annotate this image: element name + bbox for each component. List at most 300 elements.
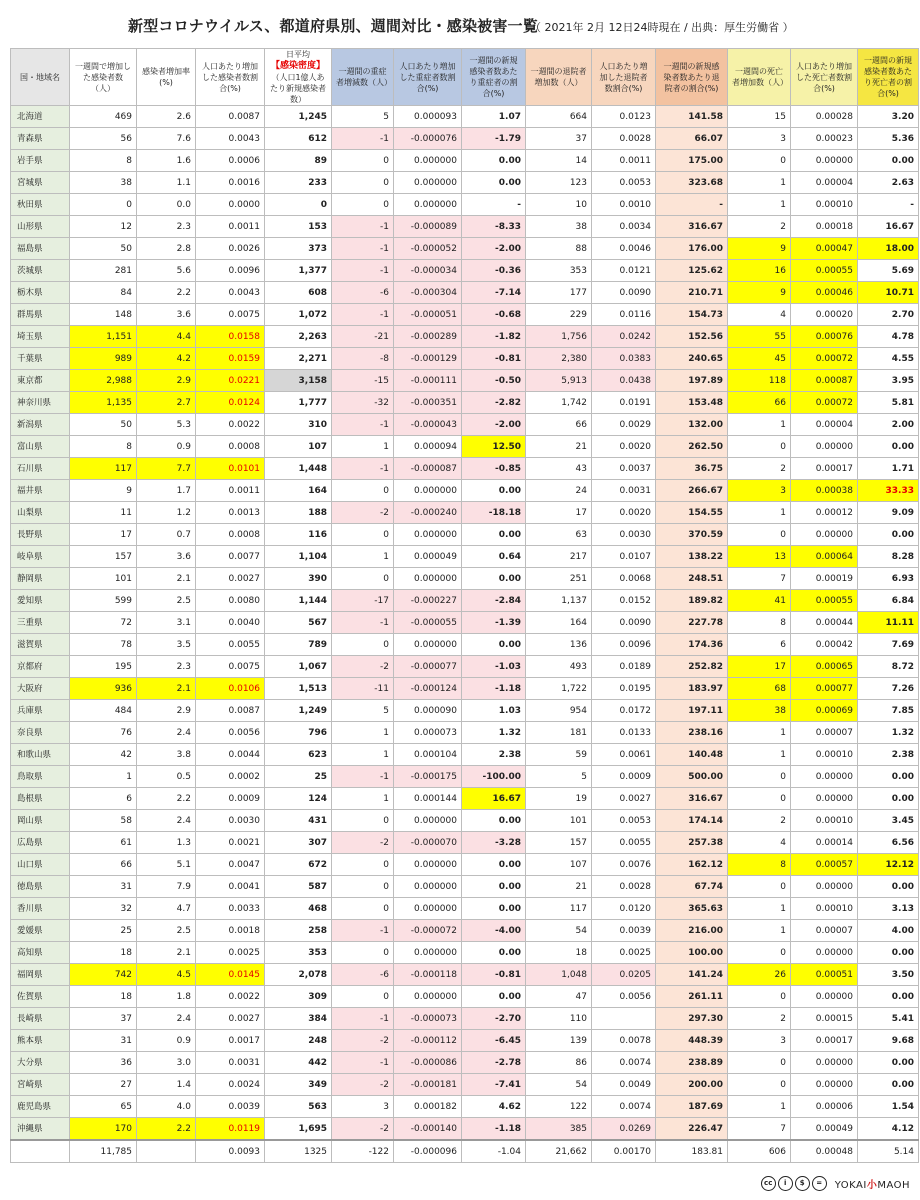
region-name-cell: 愛知県 — [11, 590, 70, 612]
daily-average-cell: 1,513 — [265, 678, 332, 700]
header-daily-average — [265, 49, 332, 106]
case-growth-cell: 1.7 — [137, 480, 196, 502]
severe-change-cell: -1 — [332, 238, 394, 260]
region-name-cell: 福岡県 — [11, 964, 70, 986]
discharged-cell: 54 — [526, 920, 592, 942]
discharged-cell: 177 — [526, 282, 592, 304]
discharged-per-pop-cell — [592, 1008, 656, 1030]
daily-average-cell: 373 — [265, 238, 332, 260]
discharged-cell: 136 — [526, 634, 592, 656]
daily-average-cell: 623 — [265, 744, 332, 766]
case-growth-cell: 3.8 — [137, 744, 196, 766]
table-row — [11, 766, 919, 788]
death-ratio-cell: 1.32 — [858, 722, 919, 744]
discharged-cell: 1,137 — [526, 590, 592, 612]
weekly-cases-cell: 1 — [70, 766, 137, 788]
weekly-cases-cell: 58 — [70, 810, 137, 832]
cases-per-pop-cell: 0.0018 — [196, 920, 265, 942]
severe-change-cell: -2 — [332, 1074, 394, 1096]
severe-per-pop-cell: 0.000000 — [394, 524, 462, 546]
discharged-ratio-cell: 266.67 — [656, 480, 728, 502]
region-name-cell: 和歌山県 — [11, 744, 70, 766]
cases-per-pop-cell: 0.0031 — [196, 1052, 265, 1074]
discharged-ratio-cell: 66.07 — [656, 128, 728, 150]
discharged-cell: 1,742 — [526, 392, 592, 414]
discharged-per-pop-cell: 0.0028 — [592, 128, 656, 150]
case-growth-cell: 2.5 — [137, 920, 196, 942]
severe-ratio-cell: 0.00 — [462, 480, 526, 502]
severe-change-cell: -1 — [332, 1052, 394, 1074]
severe-per-pop-cell: 0.000000 — [394, 172, 462, 194]
deaths-per-pop-cell: 0.00047 — [791, 238, 858, 260]
discharged-cell: 251 — [526, 568, 592, 590]
table-row — [11, 348, 919, 370]
cases-per-pop-cell: 0.0041 — [196, 876, 265, 898]
discharged-per-pop-cell: 0.0120 — [592, 898, 656, 920]
region-name-cell: 福島県 — [11, 238, 70, 260]
discharged-cell: 38 — [526, 216, 592, 238]
severe-per-pop-cell: 0.000000 — [394, 150, 462, 172]
cases-per-pop-cell: 0.0075 — [196, 304, 265, 326]
severe-per-pop-cell: 0.000000 — [394, 810, 462, 832]
daily-average-cell: 309 — [265, 986, 332, 1008]
table-row — [11, 414, 919, 436]
cases-per-pop-cell: 0.0011 — [196, 480, 265, 502]
weekly-cases-cell: 36 — [70, 1052, 137, 1074]
severe-change-cell: 0 — [332, 634, 394, 656]
deaths-per-pop-cell: 0.00010 — [791, 898, 858, 920]
discharged-cell: 1,048 — [526, 964, 592, 986]
discharged-per-pop-cell: 0.0009 — [592, 766, 656, 788]
discharged-ratio-cell: 316.67 — [656, 216, 728, 238]
severe-per-pop-cell: -0.000073 — [394, 1008, 462, 1030]
discharged-cell: 229 — [526, 304, 592, 326]
severe-change-cell: 0 — [332, 480, 394, 502]
deaths-per-pop-cell: 0.00012 — [791, 502, 858, 524]
weekly-cases-cell: 8 — [70, 150, 137, 172]
total-death-ratio-cell: 5.14 — [858, 1140, 919, 1163]
discharged-per-pop-cell: 0.0074 — [592, 1052, 656, 1074]
weekly-cases-cell: 50 — [70, 238, 137, 260]
daily-average-cell: 431 — [265, 810, 332, 832]
discharged-per-pop-cell: 0.0049 — [592, 1074, 656, 1096]
table-row — [11, 524, 919, 546]
deaths-cell: 1 — [728, 172, 791, 194]
case-growth-cell: 2.2 — [137, 788, 196, 810]
deaths-per-pop-cell: 0.00087 — [791, 370, 858, 392]
discharged-cell: 110 — [526, 1008, 592, 1030]
discharged-per-pop-cell: 0.0172 — [592, 700, 656, 722]
discharged-ratio-cell: 162.12 — [656, 854, 728, 876]
severe-per-pop-cell: -0.000089 — [394, 216, 462, 238]
table-row — [11, 832, 919, 854]
case-growth-cell: 7.7 — [137, 458, 196, 480]
discharged-per-pop-cell: 0.0056 — [592, 986, 656, 1008]
deaths-per-pop-cell: 0.00000 — [791, 524, 858, 546]
title-row — [0, 0, 920, 46]
case-growth-cell: 5.1 — [137, 854, 196, 876]
weekly-cases-cell: 599 — [70, 590, 137, 612]
weekly-cases-cell: 17 — [70, 524, 137, 546]
deaths-per-pop-cell: 0.00000 — [791, 150, 858, 172]
severe-ratio-cell: -2.78 — [462, 1052, 526, 1074]
table-row — [11, 1008, 919, 1030]
severe-change-cell: 5 — [332, 700, 394, 722]
discharged-ratio-cell: 174.36 — [656, 634, 728, 656]
death-ratio-cell: 4.00 — [858, 920, 919, 942]
cases-per-pop-cell: 0.0101 — [196, 458, 265, 480]
discharged-cell: 664 — [526, 106, 592, 128]
table-row — [11, 612, 919, 634]
severe-per-pop-cell: -0.000118 — [394, 964, 462, 986]
deaths-cell: 15 — [728, 106, 791, 128]
discharged-per-pop-cell: 0.0121 — [592, 260, 656, 282]
deaths-cell: 4 — [728, 304, 791, 326]
deaths-cell: 26 — [728, 964, 791, 986]
daily-average-cell: 1,448 — [265, 458, 332, 480]
weekly-cases-cell: 742 — [70, 964, 137, 986]
death-ratio-cell: 16.67 — [858, 216, 919, 238]
deaths-cell: 3 — [728, 480, 791, 502]
deaths-cell: 45 — [728, 348, 791, 370]
discharged-per-pop-cell: 0.0029 — [592, 414, 656, 436]
discharged-cell: 47 — [526, 986, 592, 1008]
cases-per-pop-cell: 0.0040 — [196, 612, 265, 634]
totals-row — [11, 1140, 919, 1163]
discharged-cell: 353 — [526, 260, 592, 282]
discharged-cell: 493 — [526, 656, 592, 678]
discharged-per-pop-cell: 0.0242 — [592, 326, 656, 348]
cases-per-pop-cell: 0.0017 — [196, 1030, 265, 1052]
deaths-cell: 66 — [728, 392, 791, 414]
region-name-cell: 群馬県 — [11, 304, 70, 326]
discharged-per-pop-cell: 0.0133 — [592, 722, 656, 744]
severe-change-cell: -6 — [332, 964, 394, 986]
discharged-per-pop-cell: 0.0078 — [592, 1030, 656, 1052]
date-source: （ 2021年 2月 12日24時現在 / 出典：厚生労働省 ） — [530, 21, 794, 34]
weekly-cases-cell: 2,988 — [70, 370, 137, 392]
deaths-cell: 8 — [728, 854, 791, 876]
case-growth-cell: 1.1 — [137, 172, 196, 194]
discharged-per-pop-cell: 0.0090 — [592, 612, 656, 634]
deaths-per-pop-cell: 0.00010 — [791, 744, 858, 766]
case-growth-cell: 2.1 — [137, 678, 196, 700]
case-growth-cell: 5.3 — [137, 414, 196, 436]
total-cases-per-pop-cell: 0.0093 — [196, 1140, 265, 1163]
deaths-cell: 55 — [728, 326, 791, 348]
discharged-cell: 59 — [526, 744, 592, 766]
discharged-ratio-cell: 238.16 — [656, 722, 728, 744]
severe-change-cell: -1 — [332, 1008, 394, 1030]
weekly-cases-cell: 84 — [70, 282, 137, 304]
table-row — [11, 436, 919, 458]
severe-per-pop-cell: 0.000000 — [394, 480, 462, 502]
severe-per-pop-cell: 0.000182 — [394, 1096, 462, 1118]
severe-change-cell: -8 — [332, 348, 394, 370]
discharged-per-pop-cell: 0.0269 — [592, 1118, 656, 1141]
table-row — [11, 546, 919, 568]
weekly-cases-cell: 18 — [70, 986, 137, 1008]
cases-per-pop-cell: 0.0022 — [196, 986, 265, 1008]
discharged-ratio-cell: 500.00 — [656, 766, 728, 788]
severe-ratio-cell: -3.28 — [462, 832, 526, 854]
severe-per-pop-cell: 0.000104 — [394, 744, 462, 766]
severe-ratio-cell: 0.00 — [462, 898, 526, 920]
weekly-cases-cell: 469 — [70, 106, 137, 128]
region-name-cell: 鳥取県 — [11, 766, 70, 788]
cases-per-pop-cell: 0.0043 — [196, 128, 265, 150]
table-row — [11, 634, 919, 656]
death-ratio-cell: 0.00 — [858, 788, 919, 810]
deaths-per-pop-cell: 0.00018 — [791, 216, 858, 238]
daily-average-cell: 390 — [265, 568, 332, 590]
discharged-cell: 18 — [526, 942, 592, 964]
discharged-ratio-cell: 138.22 — [656, 546, 728, 568]
discharged-ratio-cell: 183.97 — [656, 678, 728, 700]
death-ratio-cell: 0.00 — [858, 150, 919, 172]
severe-per-pop-cell: -0.000227 — [394, 590, 462, 612]
deaths-per-pop-cell: 0.00055 — [791, 260, 858, 282]
case-growth-cell: 2.4 — [137, 1008, 196, 1030]
discharged-cell: 164 — [526, 612, 592, 634]
table-row — [11, 282, 919, 304]
discharged-cell: 157 — [526, 832, 592, 854]
deaths-per-pop-cell: 0.00038 — [791, 480, 858, 502]
death-ratio-cell: 2.70 — [858, 304, 919, 326]
discharged-cell: 1,722 — [526, 678, 592, 700]
severe-per-pop-cell: -0.000072 — [394, 920, 462, 942]
death-ratio-cell: 11.11 — [858, 612, 919, 634]
table-row — [11, 172, 919, 194]
cases-per-pop-cell: 0.0145 — [196, 964, 265, 986]
discharged-ratio-cell: 323.68 — [656, 172, 728, 194]
table-row — [11, 942, 919, 964]
table-row — [11, 986, 919, 1008]
death-ratio-cell: 5.36 — [858, 128, 919, 150]
discharged-ratio-cell: 152.56 — [656, 326, 728, 348]
daily-average-cell: 153 — [265, 216, 332, 238]
discharged-cell: 139 — [526, 1030, 592, 1052]
table-row — [11, 216, 919, 238]
case-growth-cell: 0.5 — [137, 766, 196, 788]
discharged-cell: 66 — [526, 414, 592, 436]
discharged-ratio-cell: 448.39 — [656, 1030, 728, 1052]
severe-change-cell: 0 — [332, 876, 394, 898]
daily-average-cell: 468 — [265, 898, 332, 920]
cases-per-pop-cell: 0.0221 — [196, 370, 265, 392]
weekly-cases-cell: 11 — [70, 502, 137, 524]
cases-per-pop-cell: 0.0119 — [196, 1118, 265, 1141]
region-name-cell: 山形県 — [11, 216, 70, 238]
discharged-ratio-cell: 365.63 — [656, 898, 728, 920]
discharged-cell: 2,380 — [526, 348, 592, 370]
region-name-cell: 山口県 — [11, 854, 70, 876]
severe-change-cell: 0 — [332, 942, 394, 964]
deaths-cell: 0 — [728, 876, 791, 898]
deaths-cell: 0 — [728, 1052, 791, 1074]
deaths-cell: 1 — [728, 1096, 791, 1118]
discharged-cell: 117 — [526, 898, 592, 920]
table-row — [11, 898, 919, 920]
discharged-ratio-cell: 67.74 — [656, 876, 728, 898]
deaths-per-pop-cell: 0.00006 — [791, 1096, 858, 1118]
case-growth-cell: 1.2 — [137, 502, 196, 524]
region-name-cell: 石川県 — [11, 458, 70, 480]
daily-average-cell: 1,377 — [265, 260, 332, 282]
severe-ratio-cell: 0.00 — [462, 172, 526, 194]
case-growth-cell: 0.7 — [137, 524, 196, 546]
discharged-per-pop-cell: 0.0034 — [592, 216, 656, 238]
deaths-per-pop-cell: 0.00007 — [791, 722, 858, 744]
discharged-ratio-cell: 36.75 — [656, 458, 728, 480]
weekly-cases-cell: 170 — [70, 1118, 137, 1141]
deaths-cell: 1 — [728, 502, 791, 524]
region-name-cell: 千葉県 — [11, 348, 70, 370]
daily-average-cell: 107 — [265, 436, 332, 458]
severe-per-pop-cell: -0.000111 — [394, 370, 462, 392]
severe-ratio-cell: - — [462, 194, 526, 216]
severe-per-pop-cell: 0.000094 — [394, 436, 462, 458]
case-growth-cell: 2.7 — [137, 392, 196, 414]
cases-per-pop-cell: 0.0080 — [196, 590, 265, 612]
cc-license — [761, 1176, 827, 1191]
severe-change-cell: 3 — [332, 1096, 394, 1118]
severe-per-pop-cell: -0.000140 — [394, 1118, 462, 1141]
daily-average-cell: 563 — [265, 1096, 332, 1118]
discharged-per-pop-cell: 0.0053 — [592, 810, 656, 832]
case-growth-cell: 2.8 — [137, 238, 196, 260]
deaths-per-pop-cell: 0.00049 — [791, 1118, 858, 1141]
region-name-cell: 北海道 — [11, 106, 70, 128]
discharged-ratio-cell: 154.55 — [656, 502, 728, 524]
death-ratio-cell: 6.93 — [858, 568, 919, 590]
severe-ratio-cell: 4.62 — [462, 1096, 526, 1118]
table-row — [11, 326, 919, 348]
case-growth-cell: 3.6 — [137, 304, 196, 326]
cases-per-pop-cell: 0.0056 — [196, 722, 265, 744]
death-ratio-cell: 4.78 — [858, 326, 919, 348]
discharged-ratio-cell: 197.89 — [656, 370, 728, 392]
case-growth-cell: 4.0 — [137, 1096, 196, 1118]
weekly-cases-cell: 281 — [70, 260, 137, 282]
deaths-per-pop-cell: 0.00028 — [791, 106, 858, 128]
discharged-per-pop-cell: 0.0107 — [592, 546, 656, 568]
weekly-cases-cell: 9 — [70, 480, 137, 502]
death-ratio-cell: 0.00 — [858, 942, 919, 964]
severe-change-cell: -1 — [332, 128, 394, 150]
deaths-per-pop-cell: 0.00076 — [791, 326, 858, 348]
severe-change-cell: 0 — [332, 172, 394, 194]
severe-change-cell: -2 — [332, 502, 394, 524]
region-name-cell: 鹿児島県 — [11, 1096, 70, 1118]
region-name-cell: 富山県 — [11, 436, 70, 458]
death-ratio-cell: 0.00 — [858, 436, 919, 458]
severe-per-pop-cell: 0.000000 — [394, 898, 462, 920]
severe-change-cell: 1 — [332, 436, 394, 458]
table-body — [11, 106, 919, 1163]
daily-average-cell: 1,067 — [265, 656, 332, 678]
daily-average-cell: 789 — [265, 634, 332, 656]
severe-change-cell: -32 — [332, 392, 394, 414]
severe-change-cell: 0 — [332, 854, 394, 876]
severe-per-pop-cell: -0.000087 — [394, 458, 462, 480]
deaths-per-pop-cell: 0.00046 — [791, 282, 858, 304]
cases-per-pop-cell: 0.0011 — [196, 216, 265, 238]
weekly-cases-cell: 42 — [70, 744, 137, 766]
table-row — [11, 260, 919, 282]
discharged-cell: 5,913 — [526, 370, 592, 392]
severe-ratio-cell: -0.36 — [462, 260, 526, 282]
severe-per-pop-cell: 0.000000 — [394, 986, 462, 1008]
discharged-cell: 17 — [526, 502, 592, 524]
region-name-cell: 岡山県 — [11, 810, 70, 832]
daily-average-cell: 1,104 — [265, 546, 332, 568]
discharged-per-pop-cell: 0.0068 — [592, 568, 656, 590]
table-row — [11, 590, 919, 612]
region-name-cell: 徳島県 — [11, 876, 70, 898]
header-daily-average-label: 日平均 — [286, 50, 310, 59]
discharged-per-pop-cell: 0.0037 — [592, 458, 656, 480]
logo-right: MAOH — [877, 1179, 910, 1191]
severe-per-pop-cell: -0.000240 — [394, 502, 462, 524]
region-name-cell: 山梨県 — [11, 502, 70, 524]
daily-average-cell: 796 — [265, 722, 332, 744]
severe-ratio-cell: 0.00 — [462, 568, 526, 590]
header-discharged-ratio: 一週間の新規感染者数あたり退院者の割合(%) — [656, 49, 728, 106]
severe-per-pop-cell: 0.000049 — [394, 546, 462, 568]
total-daily-average-cell: 1325 — [265, 1140, 332, 1163]
deaths-per-pop-cell: 0.00042 — [791, 634, 858, 656]
discharged-ratio-cell: 176.00 — [656, 238, 728, 260]
discharged-per-pop-cell: 0.0027 — [592, 788, 656, 810]
death-ratio-cell: 4.12 — [858, 1118, 919, 1141]
table-row — [11, 656, 919, 678]
deaths-cell: 2 — [728, 1008, 791, 1030]
severe-per-pop-cell: -0.000086 — [394, 1052, 462, 1074]
weekly-cases-cell: 72 — [70, 612, 137, 634]
logo-left: YOKAI — [834, 1179, 867, 1191]
nd-icon: = — [812, 1176, 827, 1191]
death-ratio-cell: 1.54 — [858, 1096, 919, 1118]
deaths-cell: 17 — [728, 656, 791, 678]
region-name-cell: 長崎県 — [11, 1008, 70, 1030]
daily-average-cell: 248 — [265, 1030, 332, 1052]
daily-average-cell: 25 — [265, 766, 332, 788]
death-ratio-cell: - — [858, 194, 919, 216]
cases-per-pop-cell: 0.0124 — [196, 392, 265, 414]
weekly-cases-cell: 31 — [70, 876, 137, 898]
deaths-per-pop-cell: 0.00023 — [791, 128, 858, 150]
death-ratio-cell: 33.33 — [858, 480, 919, 502]
cases-per-pop-cell: 0.0039 — [196, 1096, 265, 1118]
header-severe-change: 一週間の重症者増減数（人） — [332, 49, 394, 106]
case-growth-cell: 4.2 — [137, 348, 196, 370]
severe-ratio-cell: 0.00 — [462, 986, 526, 1008]
death-ratio-cell: 3.95 — [858, 370, 919, 392]
severe-per-pop-cell: 0.000000 — [394, 194, 462, 216]
table-row — [11, 810, 919, 832]
discharged-per-pop-cell: 0.0438 — [592, 370, 656, 392]
severe-per-pop-cell: -0.000076 — [394, 128, 462, 150]
weekly-cases-cell: 37 — [70, 1008, 137, 1030]
weekly-cases-cell: 936 — [70, 678, 137, 700]
severe-change-cell: 0 — [332, 194, 394, 216]
cases-per-pop-cell: 0.0159 — [196, 348, 265, 370]
deaths-per-pop-cell: 0.00004 — [791, 414, 858, 436]
discharged-ratio-cell: 216.00 — [656, 920, 728, 942]
severe-ratio-cell: 0.64 — [462, 546, 526, 568]
discharged-ratio-cell: 316.67 — [656, 788, 728, 810]
